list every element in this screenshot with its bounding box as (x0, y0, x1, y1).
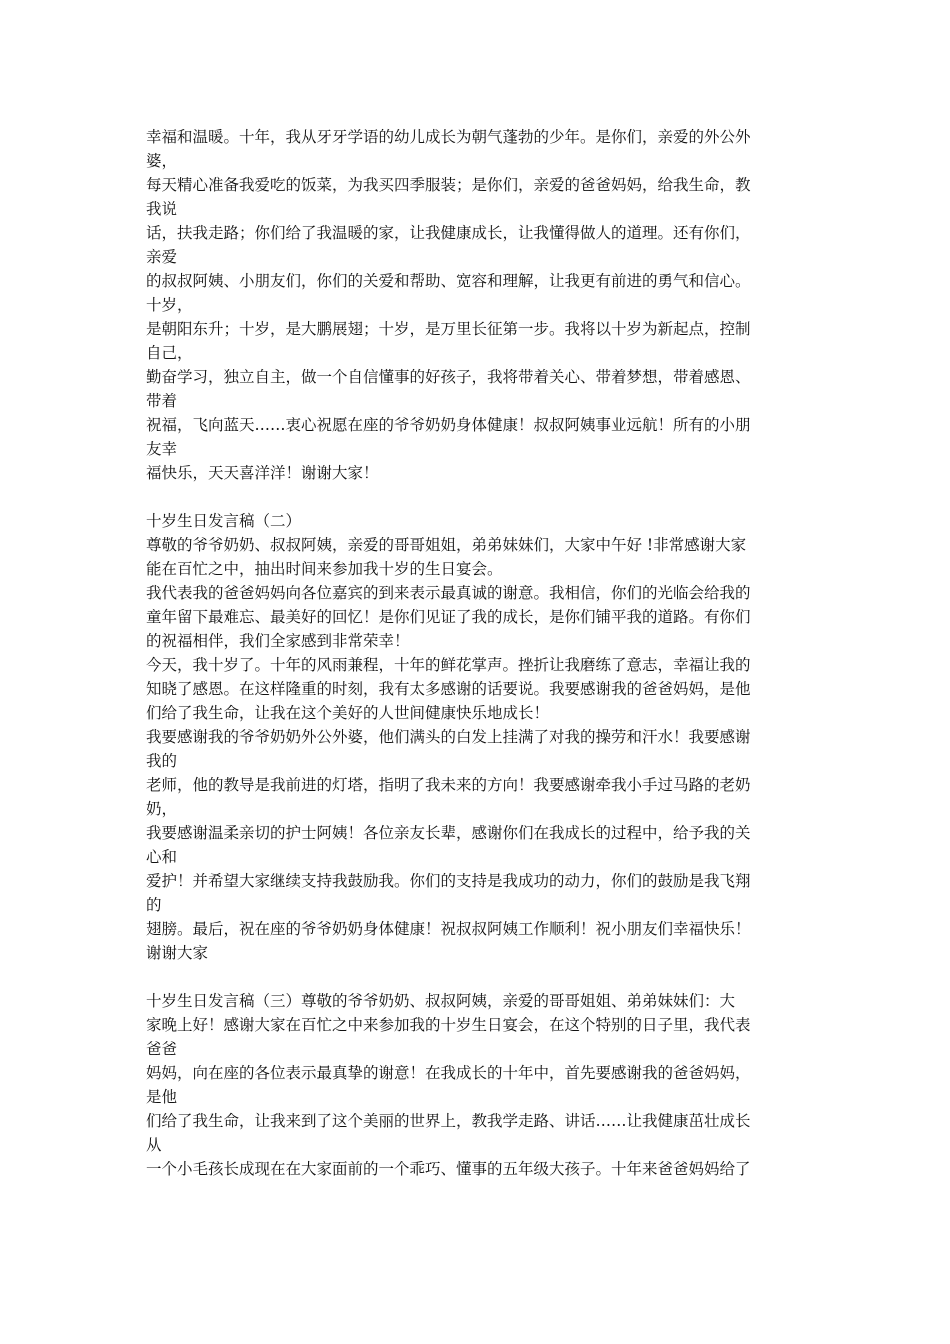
paragraph-section-3 (146, 989, 808, 1181)
text-line: 十岁， (146, 296, 193, 314)
text-line: 亲爱 (146, 248, 178, 266)
text-line: 奶， (146, 800, 178, 818)
text-line: 一个小毛孩长成现在在大家面前的一个乖巧、懂事的五年级大孩子。十年来爸爸妈妈给了 (146, 1160, 751, 1178)
section-spacer (146, 485, 808, 509)
text-line: 的 (146, 896, 162, 914)
text-line: 爸爸 (146, 1040, 178, 1058)
text-line: 心和 (146, 848, 178, 866)
text-line: 妈妈，向在座的各位表示最真挚的谢意！在我成长的十年中，首先要感谢我的爸爸妈妈， (146, 1064, 751, 1082)
text-line: 我要感谢我的爷爷奶奶外公外婆，他们满头的白发上挂满了对我的操劳和汗水！我要感谢 (146, 728, 751, 746)
text-line: 老师，他的教导是我前进的灯塔，指明了我未来的方向！我要感谢牵我小手过马路的老奶 (146, 776, 751, 794)
text-line: 话，扶我走路；你们给了我温暖的家，让我健康成长，让我懂得做人的道理。还有你们， (146, 224, 751, 242)
text-line: 翅膀。最后，祝在座的爷爷奶奶身体健康！祝叔叔阿姨工作顺利！祝小朋友们幸福快乐！ (146, 920, 751, 938)
text-line: 能在百忙之中，抽出时间来参加我十岁的生日宴会。 (146, 560, 503, 578)
text-line: 是朝阳东升；十岁，是大鹏展翅；十岁，是万里长征第一步。我将以十岁为新起点，控制 (146, 320, 751, 338)
text-line: 祝福，飞向蓝天……衷心祝愿在座的爷爷奶奶身体健康！叔叔阿姨事业远航！所有的小朋 (146, 416, 751, 434)
text-line: 家晚上好！感谢大家在百忙之中来参加我的十岁生日宴会，在这个特别的日子里，我代表 (146, 1016, 751, 1034)
text-line: 的祝福相伴，我们全家感到非常荣幸！ (146, 632, 410, 650)
text-line: 婆， (146, 152, 178, 170)
text-line: 十岁生日发言稿（三）尊敬的爷爷奶奶、叔叔阿姨，亲爱的哥哥姐姐、弟弟妹妹们：大 (146, 992, 736, 1010)
text-line: 带着 (146, 392, 178, 410)
text-line: 我要感谢温柔亲切的护士阿姨！各位亲友长辈，感谢你们在我成长的过程中，给予我的关 (146, 824, 751, 842)
text-line: 我的 (146, 752, 178, 770)
text-line: 童年留下最难忘、最美好的回忆！是你们见证了我的成长，是你们铺平我的道路。有你们 (146, 608, 751, 626)
text-line: 们给了我生命，让我来到了这个美丽的世界上，教我学走路、讲话……让我健康茁壮成长 (146, 1112, 751, 1130)
text-line: 每天精心准备我爱吃的饭菜，为我买四季服装；是你们，亲爱的爸爸妈妈，给我生命，教 (146, 176, 751, 194)
text-line: 今天，我十岁了。十年的风雨兼程，十年的鲜花掌声。挫折让我磨练了意志，幸福让我的 (146, 656, 751, 674)
paragraph-section-2 (146, 509, 808, 965)
text-line: 友幸 (146, 440, 178, 458)
text-line: 我说 (146, 200, 178, 218)
text-line: 知晓了感恩。在这样隆重的时刻，我有太多感谢的话要说。我要感谢我的爸爸妈妈，是他 (146, 680, 751, 698)
text-line: 勤奋学习，独立自主，做一个自信懂事的好孩子，我将带着关心、带着梦想，带着感恩、 (146, 368, 751, 386)
section-spacer (146, 965, 808, 989)
text-line: 们给了我生命，让我在这个美好的人世间健康快乐地成长！ (146, 704, 550, 722)
text-line: 是他 (146, 1088, 178, 1106)
text-line: 谢谢大家 (146, 944, 209, 962)
text-line: 爱护！并希望大家继续支持我鼓励我。你们的支持是我成功的动力，你们的鼓励是我飞翔 (146, 872, 751, 890)
text-line: 尊敬的爷爷奶奶、叔叔阿姨，亲爱的哥哥姐姐，弟弟妹妹们，大家中午好 !非常感谢大家 (146, 536, 747, 554)
text-line: 的叔叔阿姨、小朋友们，你们的关爱和帮助、宽容和理解，让我更有前进的勇气和信心。 (146, 272, 751, 290)
text-line: 幸福和温暖。十年，我从牙牙学语的幼儿成长为朝气蓬勃的少年。是你们，亲爱的外公外 (146, 128, 751, 146)
paragraph-section-1 (146, 125, 808, 485)
document-page (146, 125, 808, 1181)
text-line: 福快乐，天天喜洋洋！谢谢大家！ (146, 464, 379, 482)
text-line: 自己， (146, 344, 193, 362)
text-line: 我代表我的爸爸妈妈向各位嘉宾的到来表示最真诚的谢意。我相信，你们的光临会给我的 (146, 584, 751, 602)
text-line: 从 (146, 1136, 162, 1154)
text-line: 十岁生日发言稿（二） (146, 512, 302, 530)
